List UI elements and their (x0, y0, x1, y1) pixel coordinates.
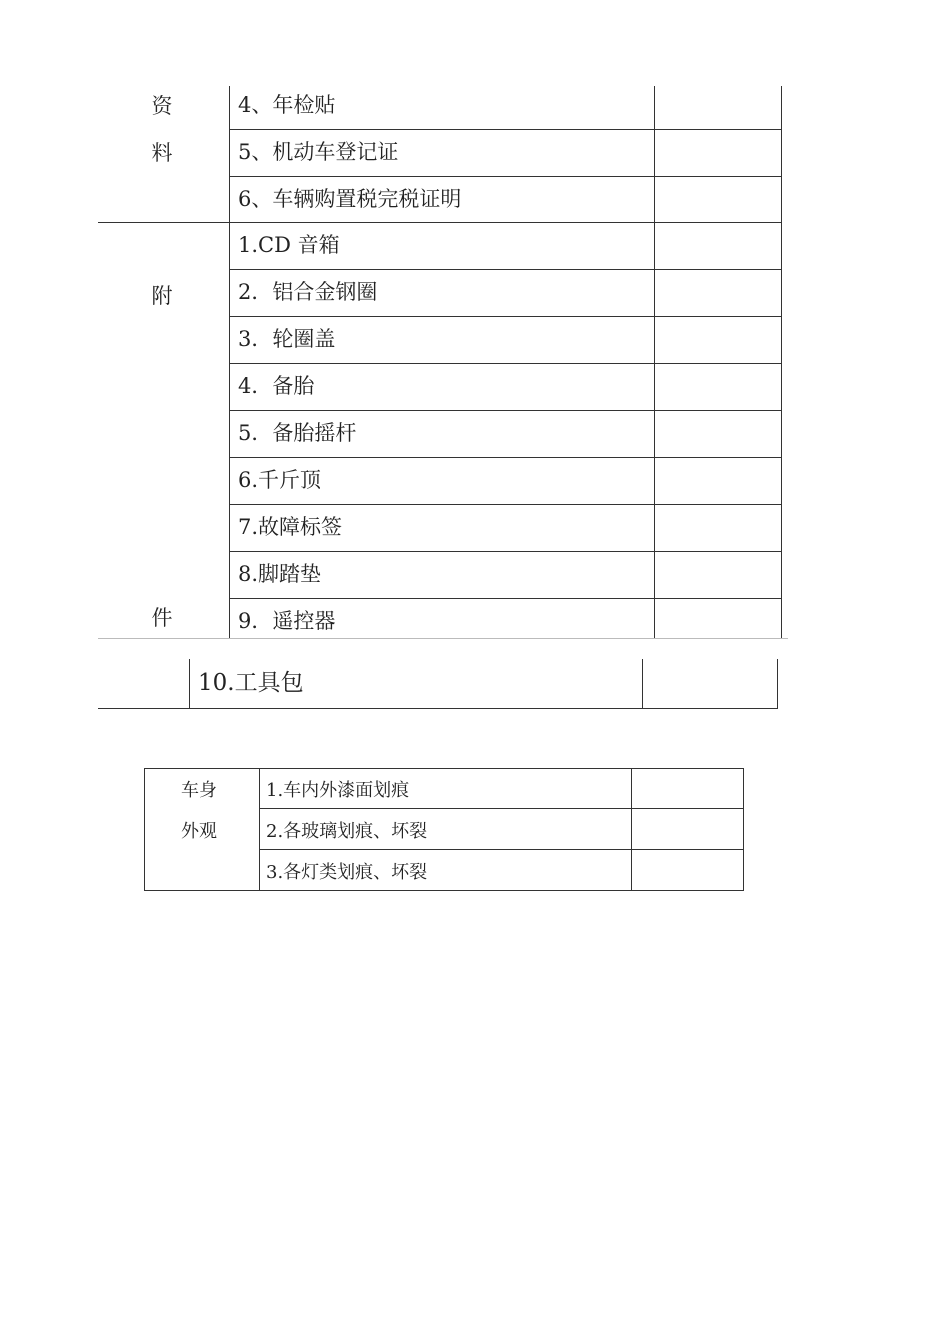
list-item: 6、车辆购置税完税证明 (238, 187, 462, 211)
list-item: 3.各灯类划痕、坏裂 (266, 862, 428, 883)
list-item: 7.故障标签 (238, 515, 343, 539)
list-item: 5．备胎摇杆 (238, 421, 357, 445)
section-label-line: 外观 (181, 821, 217, 842)
list-item: 2.各玻璃划痕、坏裂 (266, 821, 428, 842)
section-label-char: 件 (151, 606, 173, 630)
list-item: 9．遥控器 (238, 609, 336, 633)
list-item: 5、机动车登记证 (238, 140, 399, 164)
section-label-char: 附 (151, 284, 173, 308)
list-item: 10.工具包 (198, 670, 304, 696)
list-item: 1.车内外漆面划痕 (266, 780, 410, 801)
section-label-char: 资 (151, 94, 173, 118)
list-item: 4．备胎 (238, 374, 315, 398)
list-item: 2．铝合金钢圈 (238, 280, 378, 304)
list-item: 3．轮圈盖 (238, 327, 336, 351)
list-item: 1.CD 音箱 (238, 233, 340, 257)
section-label-line: 车身 (181, 780, 217, 801)
section-label-char: 料 (151, 141, 173, 165)
list-item: 8.脚踏垫 (238, 562, 322, 586)
list-item: 4、年检贴 (238, 93, 336, 117)
list-item: 6.千斤顶 (238, 468, 322, 492)
